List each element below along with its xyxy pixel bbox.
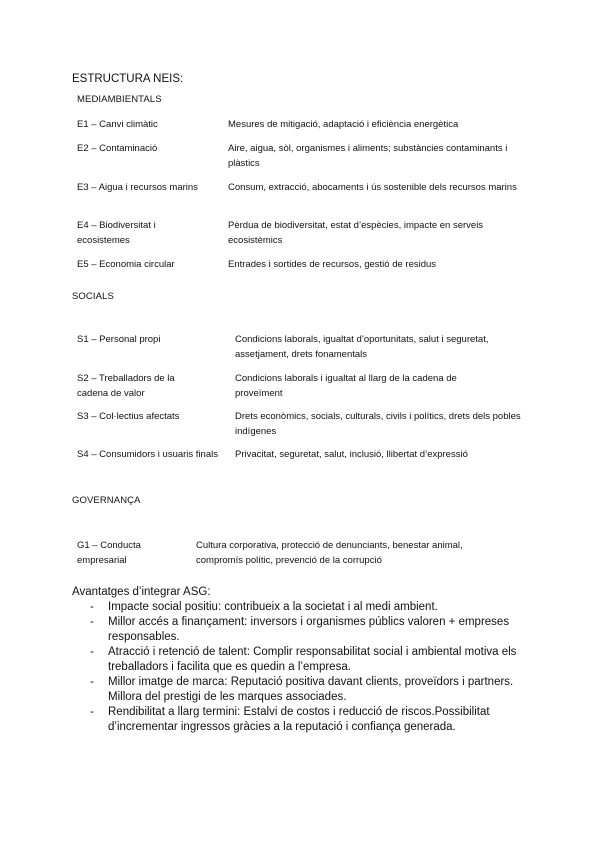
list-item bbox=[90, 645, 520, 675]
row-description: Drets econòmics, socials, culturals, civils i polítics, drets dels pobles indígenes bbox=[235, 411, 521, 437]
row-description: Cultura corporativa, protecció de denunciants, benestar animal, compromís polític, prevenció de la corrupció bbox=[196, 540, 463, 566]
row-code: S1 – Personal propi bbox=[77, 334, 161, 345]
row-description: Mesures de mitigació, adaptació i eficiència energètica bbox=[228, 119, 459, 130]
row-description: Entrades i sortides de recursos, gestió de residus bbox=[228, 259, 437, 270]
dash-bullet-icon: - bbox=[90, 616, 94, 628]
list-item-text: Rendibilitat a llarg termini: Estalvi de costos i reducció de riscos.Possibilitat d’incrementar ingressos gràcies a la reputació i confiança generada. bbox=[108, 706, 490, 733]
row-description: Pèrdua de biodiversitat, estat d’espècies, impacte en serveis ecosistèmics bbox=[228, 220, 484, 246]
row-code: S4 – Consumidors i usuaris finals bbox=[77, 449, 218, 460]
row-description: Privacitat, seguretat, salut, inclusió, llibertat d’expressió bbox=[235, 449, 468, 460]
environmental-heading: MEDIAMBIENTALS bbox=[77, 94, 162, 105]
social-heading: SOCIALS bbox=[72, 291, 114, 302]
row-code: E1 – Canvi climàtic bbox=[77, 119, 158, 130]
list-item-text: Millor accés a finançament: inversors i organismes públics valoren + empreses responsables. bbox=[108, 616, 510, 643]
row-code: G1 – Conducta empresarial bbox=[77, 540, 141, 566]
list-item bbox=[90, 600, 520, 615]
list-item-text: Impacte social positiu: contribueix a la societat i al medi ambient. bbox=[108, 601, 438, 613]
dash-bullet-icon: - bbox=[90, 646, 94, 658]
row-code: S2 – Treballadors de la cadena de valor bbox=[77, 373, 175, 399]
row-code: E4 – Biodiversitat i ecosistemes bbox=[77, 220, 156, 246]
list-item-text: Millor imatge de marca: Reputació positiva davant clients, proveïdors i partners. Millora del prestigi de les marques associades. bbox=[108, 676, 514, 703]
governance-heading: GOVERNANÇA bbox=[72, 495, 141, 506]
dash-bullet-icon: - bbox=[90, 601, 94, 613]
list-item bbox=[90, 615, 520, 645]
advantages-title: Avantatges d’integrar ASG: bbox=[72, 586, 211, 598]
row-description: Condicions laborals i igualtat al llarg de la cadena de proveïment bbox=[235, 373, 457, 399]
document-title: ESTRUCTURA NEIS: bbox=[72, 73, 184, 85]
row-code: E3 – Aigua i recursos marins bbox=[77, 182, 198, 193]
advantages-list bbox=[90, 600, 520, 735]
row-code: E2 – Contaminació bbox=[77, 143, 158, 154]
row-code: E5 – Economia circular bbox=[77, 259, 175, 270]
list-item bbox=[90, 675, 520, 705]
row-description: Aire, aigua, sòl, organismes i aliments; substàncies contaminants i plàstics bbox=[228, 143, 508, 169]
row-code: S3 – Col·lectius afectats bbox=[77, 411, 180, 422]
row-description: Consum, extracció, abocaments i ús sostenible dels recursos marins bbox=[228, 182, 517, 193]
list-item bbox=[90, 705, 520, 735]
dash-bullet-icon: - bbox=[90, 676, 94, 688]
row-description: Condicions laborals, igualtat d’oportunitats, salut i seguretat, assetjament, drets fonamentals bbox=[235, 334, 489, 360]
list-item-text: Atracció i retenció de talent: Complir responsabilitat social i ambiental motiva els treballadors i facilita que es quedin a l’empresa. bbox=[108, 646, 517, 673]
dash-bullet-icon: - bbox=[90, 706, 94, 718]
